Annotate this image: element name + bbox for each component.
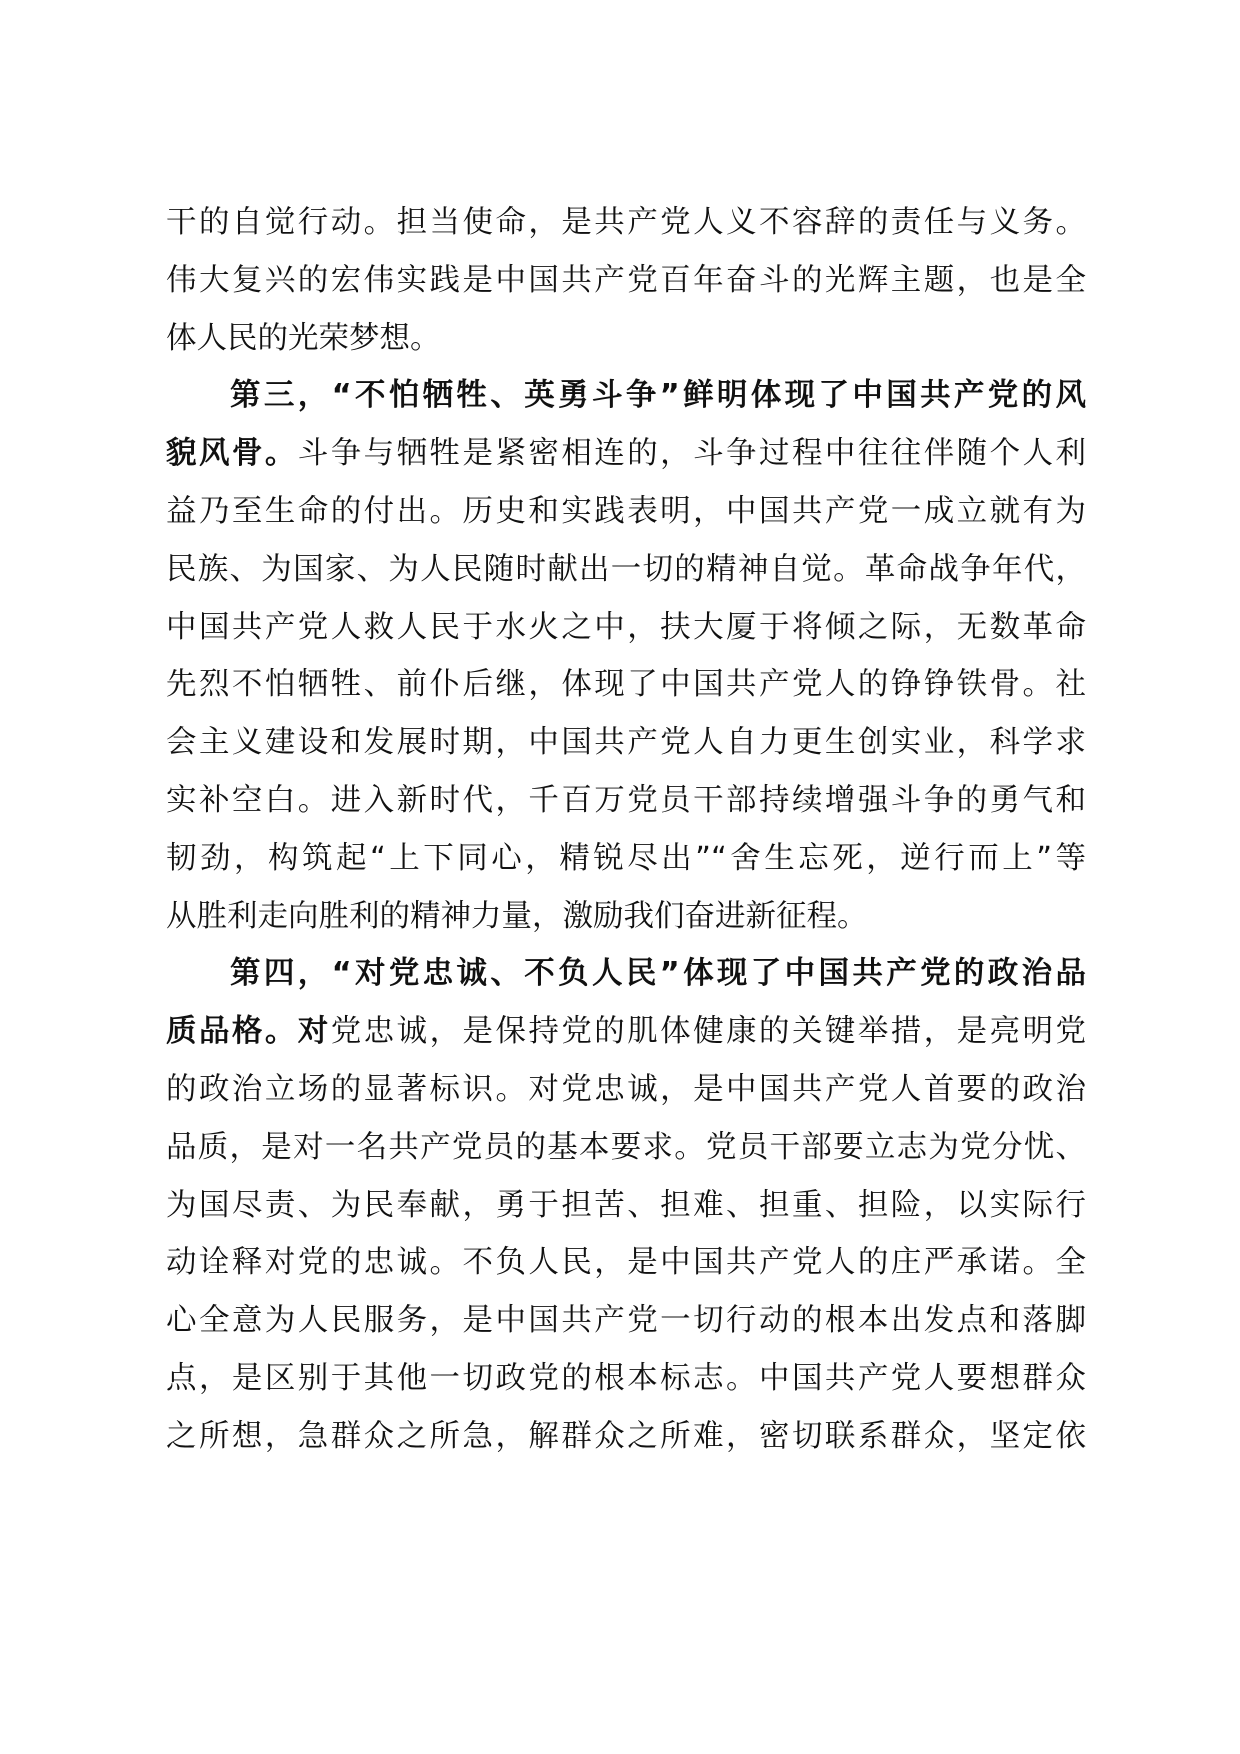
paragraph-3 xyxy=(166,945,1086,1465)
paragraph-text: 斗争与牺牲是紧密相连的，斗争过程中往往伴随个人利 xyxy=(297,436,1086,472)
document-body xyxy=(166,194,1086,1466)
paragraph-heading: 第四，“对党忠诚、不负人民”体现了中国共产党的政治品 xyxy=(230,956,1086,992)
text-line: 点，是区别于其他一切政党的根本标志。中国共产党人要想群众 xyxy=(166,1360,1086,1396)
text-line: 会主义建设和发展时期，中国共产党人自力更生创实业，科学求 xyxy=(166,725,1086,761)
text-line: 中国共产党人救人民于水火之中，扶大厦于将倾之际，无数革命 xyxy=(166,609,1086,645)
text-line: 干的自觉行动。担当使命，是共产党人义不容辞的责任与义务。 xyxy=(166,205,1086,240)
text-line: 心全意为人民服务，是中国共产党一切行动的根本出发点和落脚 xyxy=(166,1303,1086,1339)
text-line: 从胜利走向胜利的精神力量，激励我们奋进新征程。 xyxy=(166,898,868,934)
text-line: 体人民的光荣梦想。 xyxy=(166,320,441,356)
text-line: 品质，是对一名共产党员的基本要求。党员干部要立志为党分忧、 xyxy=(166,1129,1086,1165)
paragraph-2 xyxy=(166,367,1086,945)
paragraph-heading: 第三，“不怕牺牲、英勇斗争”鲜明体现了中国共产党的风 xyxy=(230,378,1086,414)
paragraph-text: 党忠诚，是保持党的肌体健康的关键举措，是亮明党 xyxy=(330,1014,1086,1050)
text-line: 益乃至生命的付出。历史和实践表明，中国共产党一成立就有为 xyxy=(166,493,1086,529)
text-line: 民族、为国家、为人民随时献出一切的精神自觉。革命战争年代， xyxy=(166,551,1086,587)
paragraph-heading-end: 质品格。对 xyxy=(166,1014,331,1050)
text-line: 动诠释对党的忠诚。不负人民，是中国共产党人的庄严承诺。全 xyxy=(166,1245,1086,1281)
text-line xyxy=(166,425,1086,483)
text-line: 伟大复兴的宏伟实践是中国共产党百年奋斗的光辉主题，也是全 xyxy=(166,262,1086,298)
text-line: 的政治立场的显著标识。对党忠诚，是中国共产党人首要的政治 xyxy=(166,1071,1086,1107)
text-line: 先烈不怕牺牲、前仆后继，体现了中国共产党人的铮铮铁骨。社 xyxy=(166,667,1086,703)
text-line: 韧劲，构筑起“上下同心，精锐尽出”“舍生忘死，逆行而上”等 xyxy=(166,840,1086,876)
text-line: 实补空白。进入新时代，千百万党员干部持续增强斗争的勇气和 xyxy=(166,782,1086,818)
paragraph-heading-end: 貌风骨。 xyxy=(166,436,298,472)
text-line: 之所想，急群众之所急，解群众之所难，密切联系群众，坚定依 xyxy=(166,1418,1086,1454)
paragraph-1 xyxy=(166,194,1086,367)
text-line xyxy=(166,1003,1086,1061)
text-line: 为国尽责、为民奉献，勇于担苦、担难、担重、担险，以实际行 xyxy=(166,1187,1086,1223)
